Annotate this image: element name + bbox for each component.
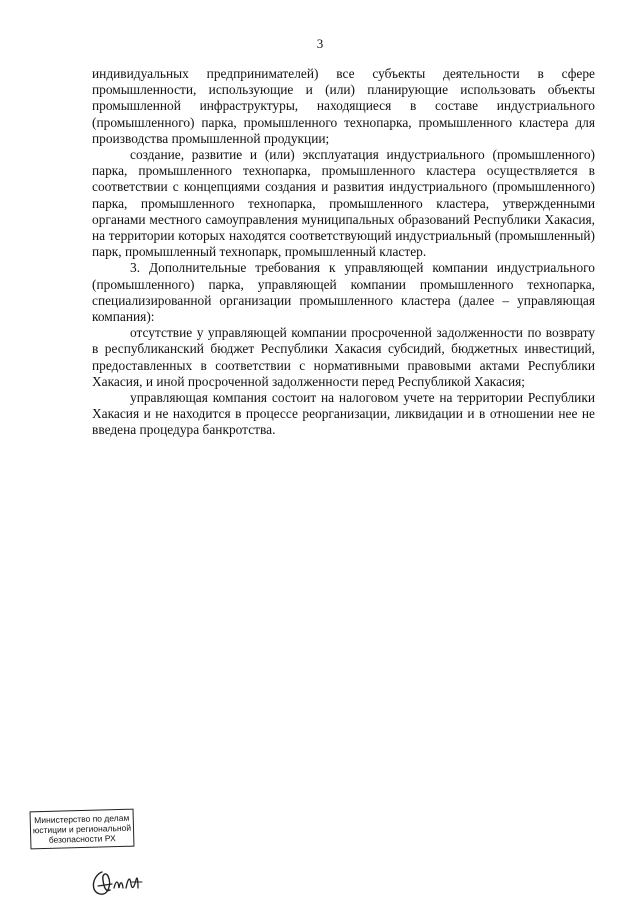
handwritten-signature xyxy=(88,866,148,900)
stamp-line-3: безопасности РХ xyxy=(48,833,116,845)
paragraph-additional-requirements: 3. Дополнительные требования к управляющей компании индустриального (промышленного) парка, управляющей компании промышленного технопарка, специализированной организации промышленного кластера (далее – управляющая компания): xyxy=(92,260,595,325)
paragraph-no-overdue-debt: отсутствие у управляющей компании просроченной задолженности по возврату в республиканский бюджет Республики Хакасия субсидий, бюджетных инвестиций, предоставленных в соответствии с нормативными правовыми актами Республики Хакасия, и иной просроченной задолженности перед Республикой Хакасия; xyxy=(92,325,595,389)
document-body xyxy=(92,66,595,439)
stamp-line-1: Министерство по делам xyxy=(34,812,130,826)
page-number: 3 xyxy=(316,36,324,51)
paragraph-tax-registration: управляющая компания состоит на налоговом учете на территории Республики Хакасия и не находится в процессе реорганизации, ликвидации и в отношении нее не введена процедура банкротства. xyxy=(92,390,595,438)
paragraph-creation-development: создание, развитие и (или) эксплуатация индустриального (промышленного) парка, промышленного технопарка, промышленного кластера осуществляется в соответствии с концепциями создания и развития индустриального (промышленного) парка, промышленного технопарка, промышленного кластера, утвержденными органами местного самоуправления муниципальных образований Республики Хакасия, на территории которых находятся соответствующий индустриальный (промышленный) парк, промышленный технопарк, промышленный кластер. xyxy=(92,147,595,260)
paragraph-continuation: индивидуальных предпринимателей) все субъекты деятельности в сфере промышленности, использующие и (или) планирующие использовать объекты промышленной инфраструктуры, находящиеся в составе индустриального (промышленного) парка, промышленного технопарка, промышленного кластера для производства промышленной продукции; xyxy=(92,66,595,146)
ministry-stamp xyxy=(30,809,135,850)
stamp-line-2: юстиции и региональной xyxy=(32,822,132,836)
